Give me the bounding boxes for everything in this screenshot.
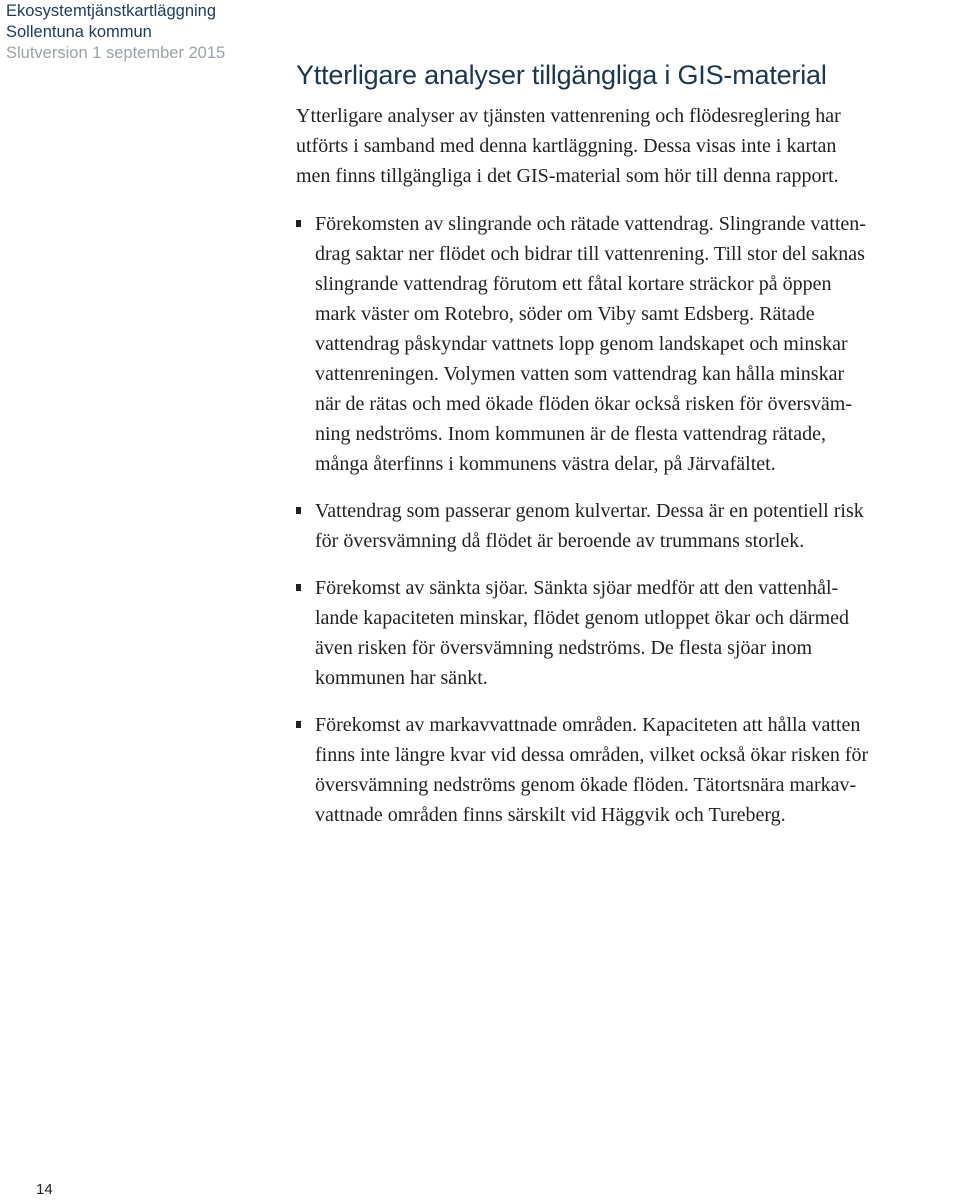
- list-item-line: översvämning nedströms genom ökade flöden. Tätortsnära markav-: [315, 774, 857, 796]
- version-info: Slutversion 1 september 2015: [6, 44, 226, 62]
- analysis-list: [296, 209, 960, 830]
- list-item-line: Förekomsten av slingrande och rätade vattendrag. Slingrande vatten-: [315, 213, 866, 235]
- list-item-meandering-streams: [296, 209, 960, 479]
- list-item-line: även risken för översvämning nedströms. De flesta sjöar inom: [315, 637, 813, 659]
- list-item-line: slingrande vattendrag förutom ett fåtal kortare sträckor på öppen: [315, 273, 832, 295]
- list-item-lowered-lakes: [296, 573, 960, 693]
- list-item-line: vattenreningen. Volymen vatten som vattendrag kan hålla minskar: [315, 363, 845, 385]
- list-item-line: kommunen har sänkt.: [315, 667, 488, 689]
- list-item-line: vattnade områden finns särskilt vid Häggvik och Tureberg.: [315, 804, 786, 826]
- list-item-line: Vattendrag som passerar genom kulvertar. Dessa är en potentiell risk: [315, 500, 864, 522]
- intro-paragraph: [296, 101, 960, 191]
- running-header: [6, 1, 225, 64]
- section-heading: Ytterligare analyser tillgängliga i GIS-material: [296, 60, 827, 90]
- bullet-square-icon: [296, 220, 301, 227]
- document-title: Ekosystemtjänstkartläggning: [6, 2, 217, 20]
- list-item-line: mark väster om Rotebro, söder om Viby samt Edsberg. Rätade: [315, 303, 815, 325]
- list-item-line: vattendrag påskyndar vattnets lopp genom landskapet och minskar: [315, 333, 848, 355]
- list-item-line: Förekomst av sänkta sjöar. Sänkta sjöar medför att den vattenhål-: [315, 577, 839, 599]
- list-item-culverts: [296, 496, 960, 556]
- list-item-line: när de rätas och med ökade flöden ökar också risken för översväm-: [315, 393, 853, 415]
- intro-line: utförts i samband med denna kartläggning. Dessa visas inte i kartan: [296, 135, 837, 157]
- bullet-square-icon: [296, 584, 301, 591]
- list-item-line: för översvämning då flödet är beroende av trummans storlek.: [315, 530, 805, 552]
- list-item-drained-areas: [296, 710, 960, 830]
- bullet-square-icon: [296, 507, 301, 514]
- list-item-line: lande kapaciteten minskar, flödet genom utloppet ökar och därmed: [315, 607, 850, 629]
- body-text: [296, 101, 960, 847]
- organization-name: Sollentuna kommun: [6, 23, 152, 41]
- list-item-line: Förekomst av markavvattnade områden. Kapaciteten att hålla vatten: [315, 714, 861, 736]
- intro-line: men finns tillgängliga i det GIS-material som hör till denna rapport.: [296, 165, 839, 187]
- bullet-square-icon: [296, 721, 301, 728]
- list-item-line: drag saktar ner flödet och bidrar till vattenrening. Till stor del saknas: [315, 243, 865, 265]
- intro-line: Ytterligare analyser av tjänsten vattenrening och flödesreglering har: [296, 105, 841, 127]
- list-item-line: ning nedströms. Inom kommunen är de flesta vattendrag rätade,: [315, 423, 826, 445]
- list-item-line: många återfinns i kommunens västra delar, på Järvafältet.: [315, 453, 776, 475]
- page-number: 14: [36, 1181, 53, 1198]
- list-item-line: finns inte längre kvar vid dessa områden, vilket också ökar risken för: [315, 744, 869, 766]
